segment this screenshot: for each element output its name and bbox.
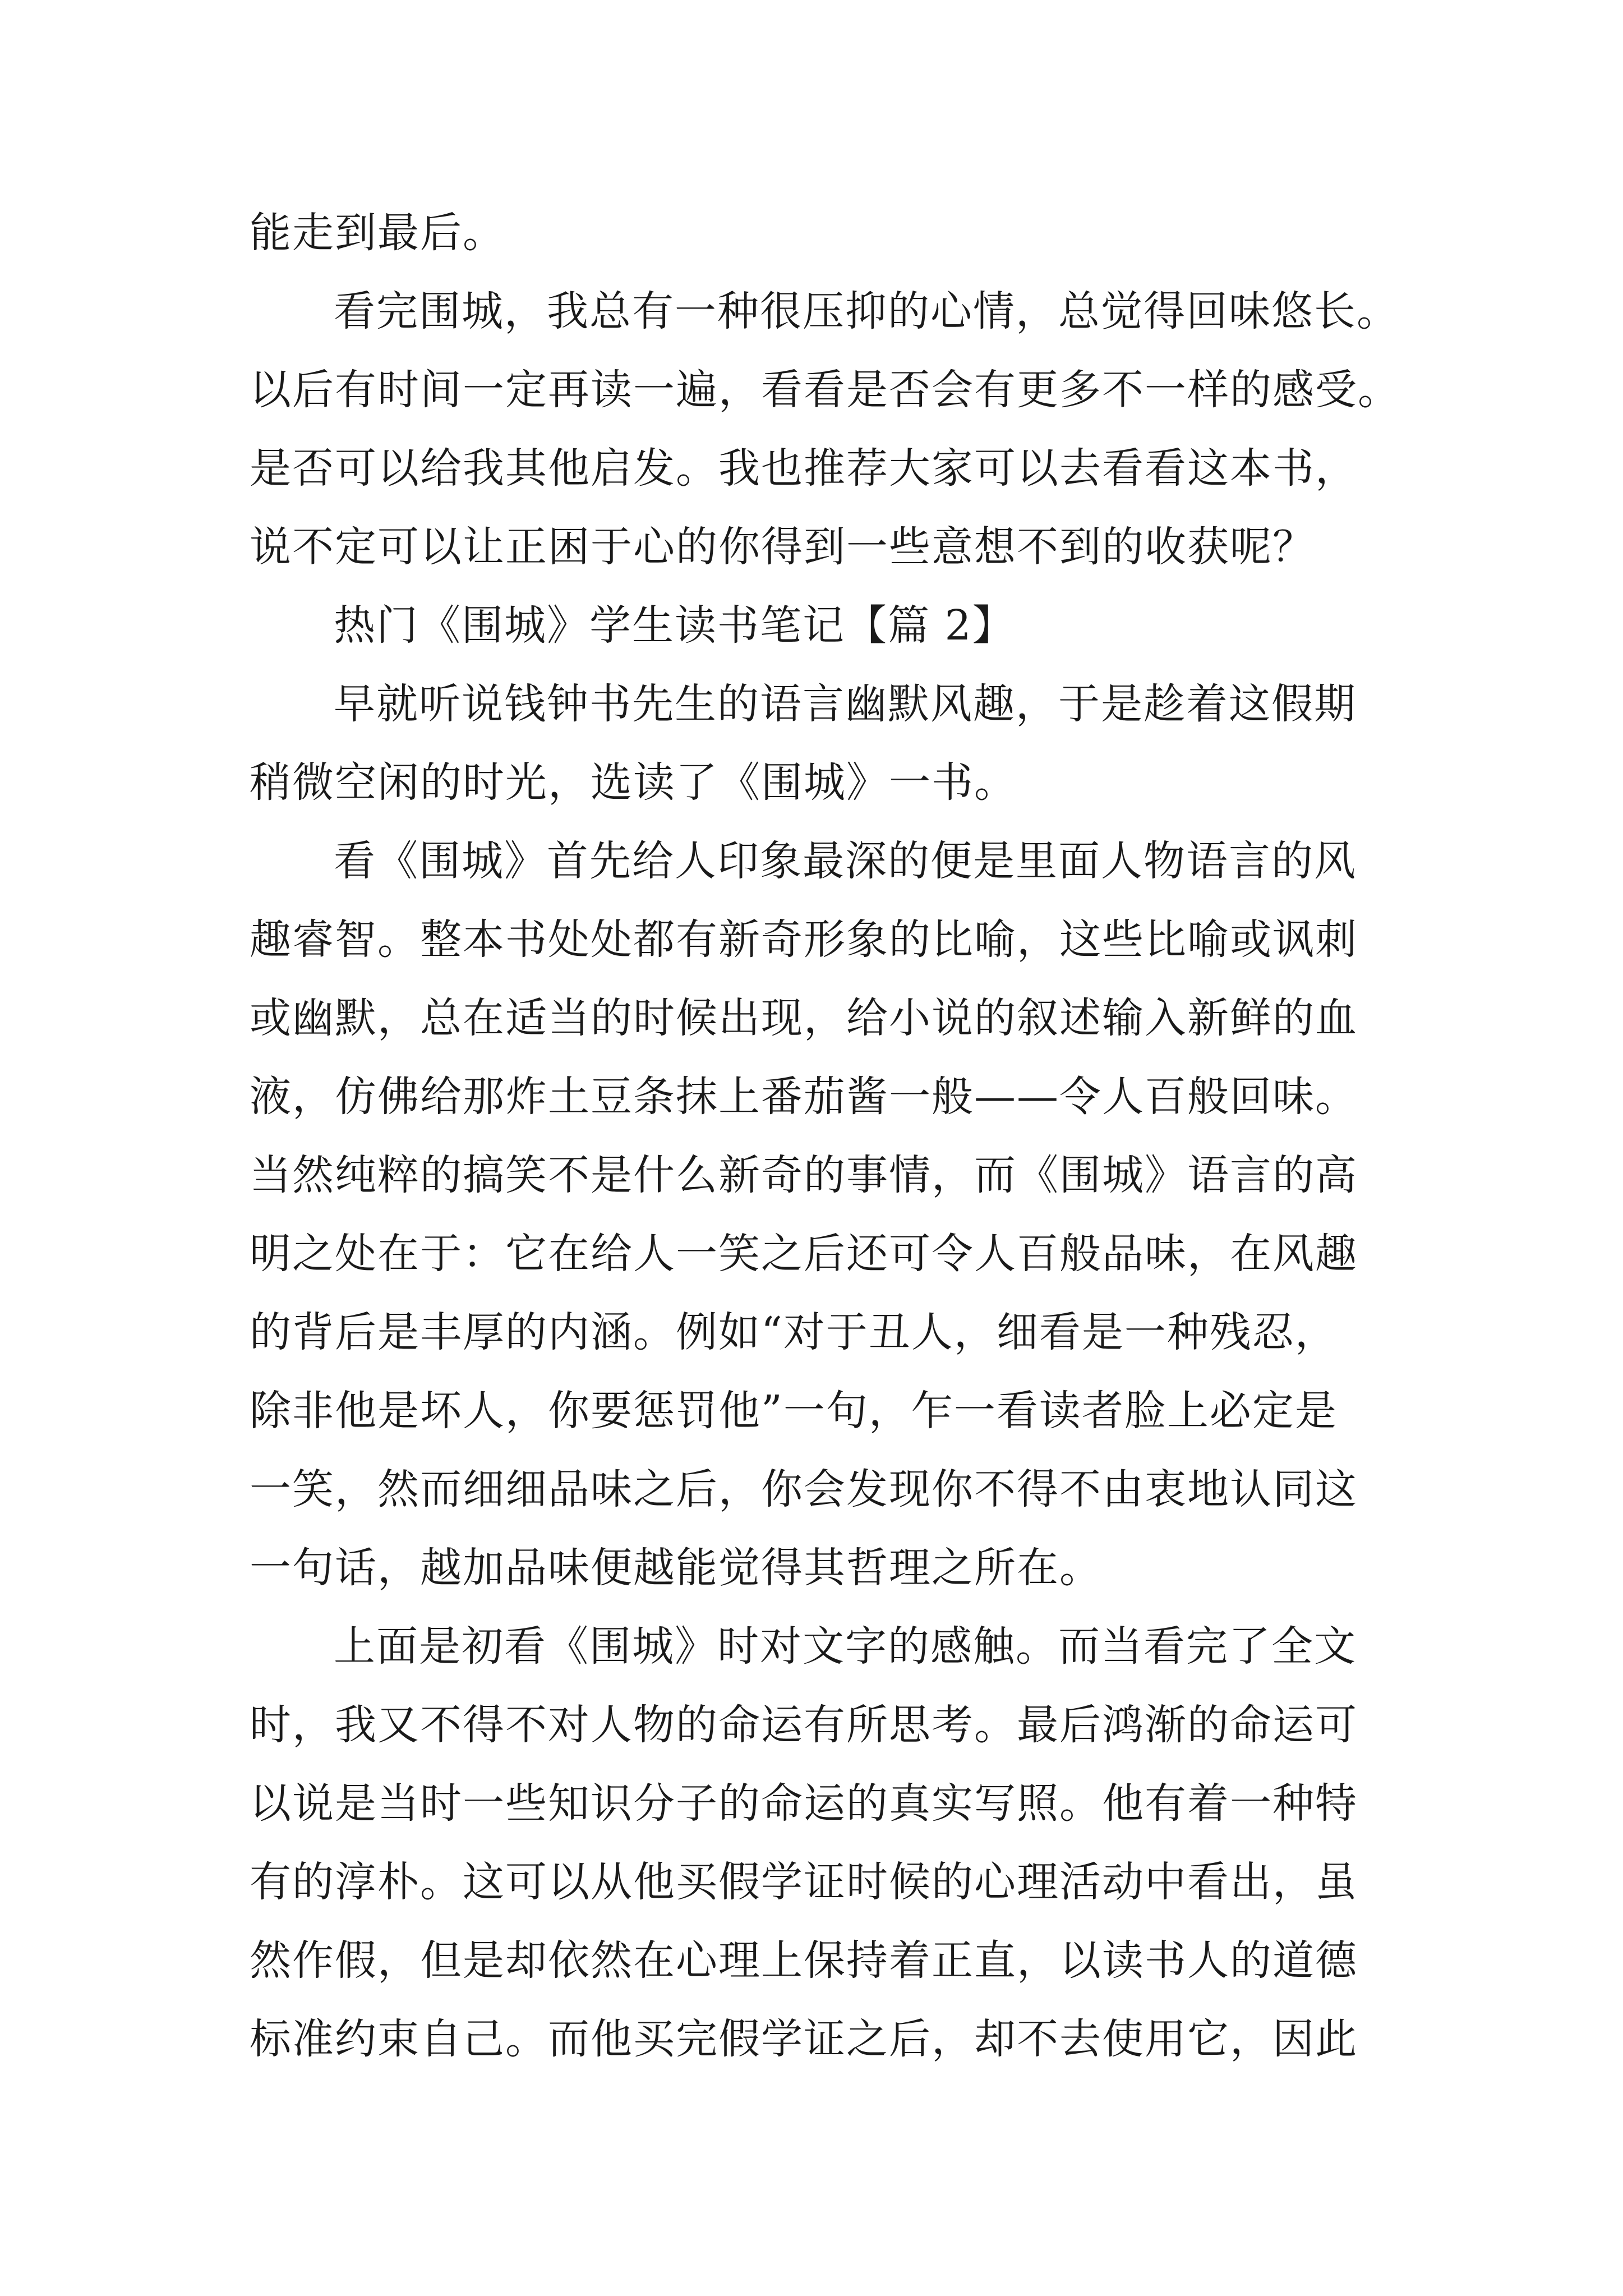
paragraph-start-line: 看完围城，我总有一种很压抑的心情，总觉得回味悠长。: [334, 287, 1399, 335]
paragraph-start-line: 早就听说钱钟书先生的语言幽默风趣，于是趁着这假期: [334, 680, 1357, 728]
text-line: 时，我又不得不对人物的命运有所思考。最后鸿渐的命运可: [250, 1701, 1358, 1749]
text-line: 或幽默，总在适当的时候出现，给小说的叙述输入新鲜的血: [250, 994, 1358, 1042]
text-line: 一笑，然而细细品味之后，你会发现你不得不由衷地认同这: [250, 1465, 1358, 1513]
text-line: 能走到最后。: [250, 209, 505, 257]
text-line: 稍微空闲的时光，选读了《围城》一书。: [250, 758, 1017, 807]
text-line: 除非他是坏人，你要惩罚他”一句，乍一看读者脸上必定是: [250, 1387, 1338, 1435]
text-line: 的背后是丰厚的内涵。例如“对于丑人，细看是一种残忍，: [250, 1308, 1338, 1356]
text-line: 有的淳朴。这可以从他买假学证时候的心理活动中看出，虽: [250, 1858, 1358, 1906]
text-line: 一句话，越加品味便越能觉得其哲理之所在。: [250, 1544, 1102, 1592]
text-line: 当然纯粹的搞笑不是什么新奇的事情，而《围城》语言的高: [250, 1151, 1358, 1199]
text-line: 趣睿智。整本书处处都有新奇形象的比喻，这些比喻或讽刺: [250, 915, 1358, 964]
text-line: 明之处在于：它在给人一笑之后还可令人百般品味，在风趣: [250, 1230, 1358, 1278]
section-heading: 热门《围城》学生读书笔记【篇 2】: [334, 601, 1015, 650]
paragraph-start-line: 看《围城》首先给人印象最深的便是里面人物语言的风: [334, 837, 1357, 885]
text-line: 以后有时间一定再读一遍，看看是否会有更多不一样的感受。: [250, 366, 1400, 414]
text-line: 说不定可以让正困于心的你得到一些意想不到的收获呢？: [250, 523, 1315, 571]
text-line: 标准约束自己。而他买完假学证之后，却不去使用它，因此: [250, 2015, 1358, 2063]
text-line: 液，仿佛给那炸土豆条抹上番茄酱一般——令人百般回味。: [250, 1073, 1358, 1121]
text-line: 是否可以给我其他启发。我也推荐大家可以去看看这本书，: [250, 444, 1358, 493]
text-line: 以说是当时一些知识分子的命运的真实写照。他有着一种特: [250, 1779, 1358, 1828]
text-line: 然作假，但是却依然在心理上保持着正直，以读书人的道德: [250, 1936, 1358, 1985]
paragraph-start-line: 上面是初看《围城》时对文字的感触。而当看完了全文: [334, 1622, 1357, 1671]
